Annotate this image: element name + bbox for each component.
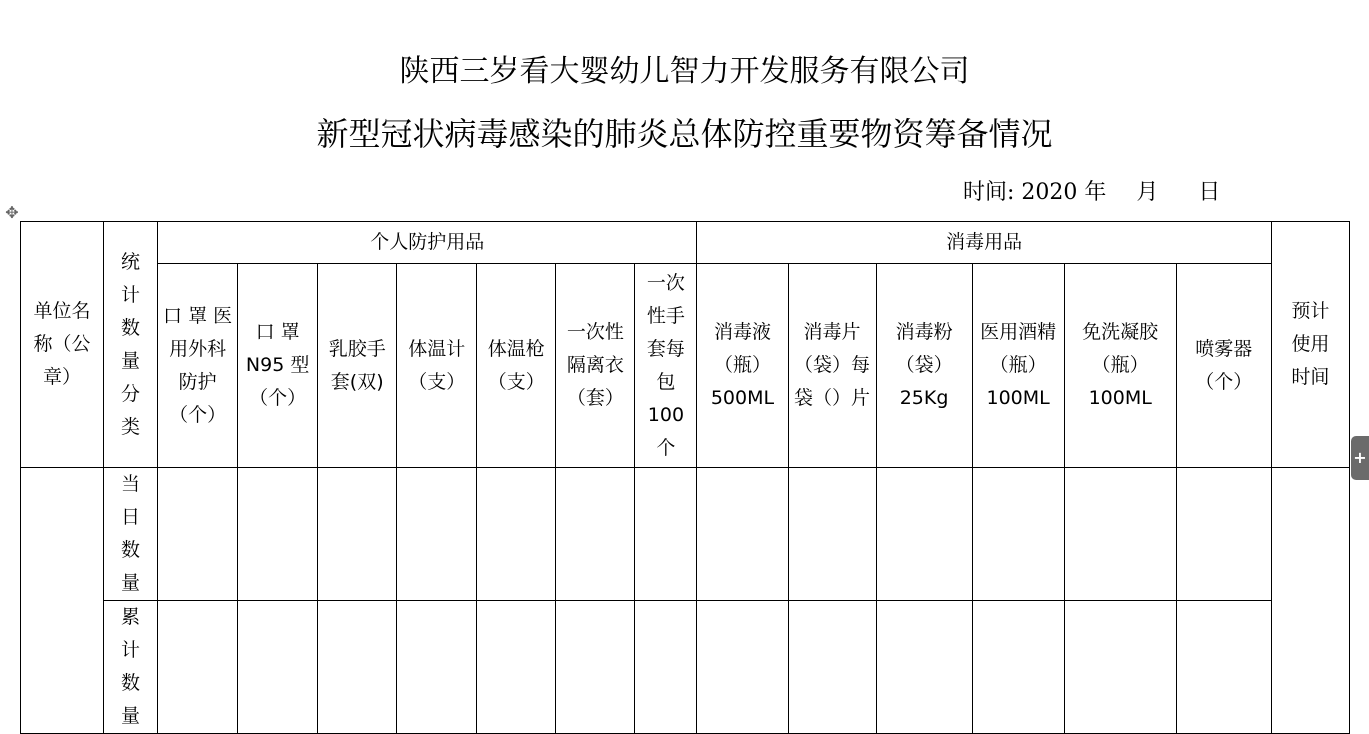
data-cell[interactable] — [158, 468, 238, 601]
col-label: 免洗凝胶（瓶）100ML — [1082, 321, 1159, 409]
col-thermo-gun — [477, 264, 556, 468]
data-cell[interactable] — [788, 601, 876, 734]
col-label: 喷雾器（个） — [1195, 337, 1253, 393]
data-cell[interactable] — [1064, 468, 1176, 601]
col-label: 口 罩 N95 型 （个） — [245, 321, 310, 409]
add-icon[interactable]: + — [1351, 436, 1369, 480]
data-cell[interactable] — [876, 601, 972, 734]
data-cell[interactable] — [697, 468, 788, 601]
move-handle-icon[interactable]: ✥ — [5, 203, 19, 222]
date-month: 月 — [1136, 180, 1159, 205]
col-label: 体温计（支） — [408, 337, 466, 393]
unit-cell[interactable] — [21, 468, 104, 734]
data-cell[interactable] — [788, 468, 876, 601]
col-thermometer — [397, 264, 477, 468]
estimated-time-cell[interactable] — [1271, 468, 1349, 734]
row-label: 当日数量 — [121, 473, 141, 594]
data-cell[interactable] — [556, 468, 635, 601]
col-hand-gel — [1064, 264, 1176, 468]
data-cell[interactable] — [1176, 468, 1271, 601]
document-title: 新型冠状病毒感染的肺炎总体防控重要物资筹备情况 — [316, 115, 1053, 153]
estimated-time-label: 预计使用时间 — [1291, 300, 1330, 388]
col-label: 一次性手套每包100个 — [646, 271, 685, 459]
data-cell[interactable] — [397, 601, 477, 734]
data-cell[interactable] — [318, 601, 397, 734]
data-cell[interactable] — [477, 601, 556, 734]
group-disinfect-header: 消毒用品 — [697, 222, 1271, 264]
data-cell[interactable] — [238, 601, 318, 734]
col-label: 消毒液（瓶）500ML — [710, 321, 775, 409]
supplies-table — [20, 221, 1350, 734]
data-cell[interactable] — [238, 468, 318, 601]
table-row — [21, 468, 1350, 601]
data-cell[interactable] — [477, 468, 556, 601]
data-cell[interactable] — [1064, 601, 1176, 734]
col-disposable-gloves — [635, 264, 697, 468]
date-label: 时间: — [963, 180, 1015, 205]
row-label: 累计数量 — [121, 606, 141, 727]
data-cell[interactable] — [556, 601, 635, 734]
date-line — [963, 178, 1220, 208]
col-label: 医用酒精（瓶）100ML — [980, 321, 1057, 409]
row-label-cumulative — [104, 601, 158, 734]
estimated-time-header — [1271, 222, 1349, 468]
data-cell[interactable] — [397, 468, 477, 601]
data-cell[interactable] — [158, 601, 238, 734]
col-sprayer — [1176, 264, 1271, 468]
data-cell[interactable] — [1176, 601, 1271, 734]
col-label: 口 罩 医用外科防护（个） — [163, 304, 233, 426]
unit-header-label: 单位名称（公章） — [33, 300, 91, 388]
group-personal-header: 个人防护用品 — [158, 222, 697, 264]
category-header-label: 统计数量分类 — [121, 250, 141, 438]
row-label-daily — [104, 468, 158, 601]
col-label: 消毒片（袋）每袋（）片 — [794, 321, 871, 409]
col-disinfectant-liquid — [697, 264, 788, 468]
col-label: 消毒粉（袋）25Kg — [895, 321, 953, 409]
col-n95-mask — [238, 264, 318, 468]
data-cell[interactable] — [635, 601, 697, 734]
table-row — [21, 601, 1350, 734]
data-cell[interactable] — [318, 468, 397, 601]
data-cell[interactable] — [972, 468, 1064, 601]
col-medical-alcohol — [972, 264, 1064, 468]
date-year: 2020 年 — [1021, 180, 1107, 205]
col-label: 体温枪（支） — [487, 337, 545, 393]
col-isolation-gown — [556, 264, 635, 468]
col-disinfectant-powder — [876, 264, 972, 468]
data-cell[interactable] — [635, 468, 697, 601]
company-name: 陕西三岁看大婴幼儿智力开发服务有限公司 — [399, 54, 970, 89]
data-cell[interactable] — [697, 601, 788, 734]
col-label: 一次性隔离衣（套） — [566, 321, 624, 409]
col-disinfectant-tablet — [788, 264, 876, 468]
col-surgical-mask — [158, 264, 238, 468]
col-label: 乳胶手套(双) — [328, 337, 386, 393]
col-latex-gloves — [318, 264, 397, 468]
data-cell[interactable] — [972, 601, 1064, 734]
category-header — [104, 222, 158, 468]
unit-header — [21, 222, 104, 468]
date-day: 日 — [1198, 180, 1221, 205]
data-cell[interactable] — [876, 468, 972, 601]
